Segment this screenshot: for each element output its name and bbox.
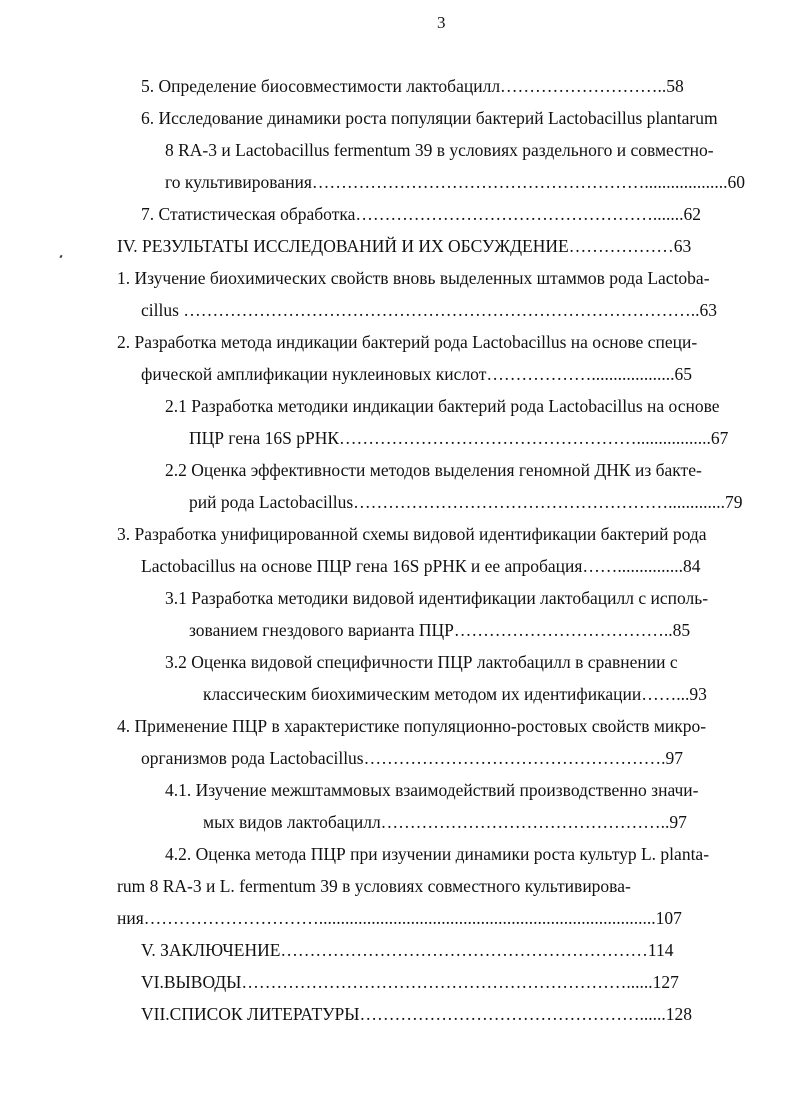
toc-entry-3-2-specificity[interactable]: 3.2 Оценка видовой специфичности ПЦР лактобацилл в сравнении с (165, 652, 678, 672)
toc-entry-4-2-growth-evaluation[interactable]: 4.2. Оценка метода ПЦР при изучении динамики роста культур L. planta- (165, 844, 710, 864)
toc-entry-1-biochemical[interactable]: 1. Изучение биохимических свойств вновь выделенных штаммов рода Lactoba- (117, 268, 710, 288)
toc-entry-2-1-continuation: ПЦР гена 16S рРНК…………………………………………….................67 (189, 428, 729, 448)
toc-entry-4-continuation: организмов рода Lactobacillus…………………………………………….97 (141, 748, 683, 768)
toc-entry-3-unified-scheme[interactable]: 3. Разработка унифицированной схемы видовой идентификации бактерий рода (117, 524, 707, 544)
scan-speck (59, 255, 62, 259)
page-number: 3 (437, 13, 446, 32)
toc-entry-v-conclusion[interactable]: V. ЗАКЛЮЧЕНИЕ………………………………………………………114 (141, 940, 674, 960)
toc-entry-vi-findings[interactable]: VI.ВЫВОДЫ…………………………………………………………......127 (141, 972, 679, 992)
toc-entry-6-growth-dynamics[interactable]: 6. Исследование динамики роста популяции бактерий Lactobacillus plantarum (141, 108, 718, 128)
toc-entry-2-continuation: фической амплификации нуклеиновых кислот………………...................65 (141, 364, 692, 384)
toc-entry-2-1-pcr-16s[interactable]: 2.1 Разработка методики индикации бактерий рода Lactobacillus на основе (165, 396, 720, 416)
toc-entry-4-1-continuation: мых видов лактобацилл…………………………………………..97 (203, 812, 687, 832)
toc-entry-4-pcr-application[interactable]: 4. Применение ПЦР в характеристике популяционно-ростовых свойств микро- (117, 716, 707, 736)
toc-entry-3-2-continuation: классическим биохимическим методом их идентификации……...93 (203, 684, 707, 704)
toc-entry-vii-references[interactable]: VII.СПИСОК ЛИТЕРАТУРЫ…………………………………………......128 (141, 1004, 693, 1024)
toc-entry-2-indication-method[interactable]: 2. Разработка метода индикации бактерий рода Lactobacillus на основе специ- (117, 332, 698, 352)
toc-entry-4-2-continuation: ния………………………….............................................................................107 (117, 908, 682, 928)
toc-entry-4-1-interactions[interactable]: 4.1. Изучение межштаммовых взаимодействий производственно значи- (165, 780, 699, 800)
toc-entry-5-biocompatibility[interactable]: 5. Определение биосовместимости лактобацилл………………………..58 (141, 76, 684, 96)
toc-entry-3-1-nested-pcr[interactable]: 3.1 Разработка методики видовой идентификации лактобацилл с исполь- (165, 588, 709, 608)
toc-entry-1-continuation: cillus ……………………………………………………………………………..63 (141, 300, 718, 320)
toc-entry-7-statistics[interactable]: 7. Статистическая обработка…………………………………………….......62 (141, 204, 701, 224)
toc-entry-3-continuation: Lactobacillus на основе ПЦР гена 16S рРНК и ее апробация……...............84 (141, 556, 701, 576)
toc-entry-2-2-dna-extraction[interactable]: 2.2 Оценка эффективности методов выделения геномной ДНК из бакте- (165, 460, 702, 480)
toc-entry-6-continuation: го культивирования…………………………………………………...................60 (165, 172, 745, 192)
toc-entry-6-continuation: 8 RA-3 и Lactobacillus fermentum 39 в условиях раздельного и совместно- (165, 140, 714, 160)
toc-entry-iv-results[interactable]: IV. РЕЗУЛЬТАТЫ ИССЛЕДОВАНИЙ И ИХ ОБСУЖДЕНИЕ………………63 (117, 236, 692, 256)
toc-entry-2-2-continuation: рий рода Lactobacillus……………………………………………….............79 (189, 492, 743, 512)
toc-entry-4-2-continuation: rum 8 RA-3 и L. fermentum 39 в условиях совместного культивирова- (117, 876, 631, 896)
toc-entry-3-1-continuation: зованием гнездового варианта ПЦР………………………………..85 (189, 620, 691, 640)
